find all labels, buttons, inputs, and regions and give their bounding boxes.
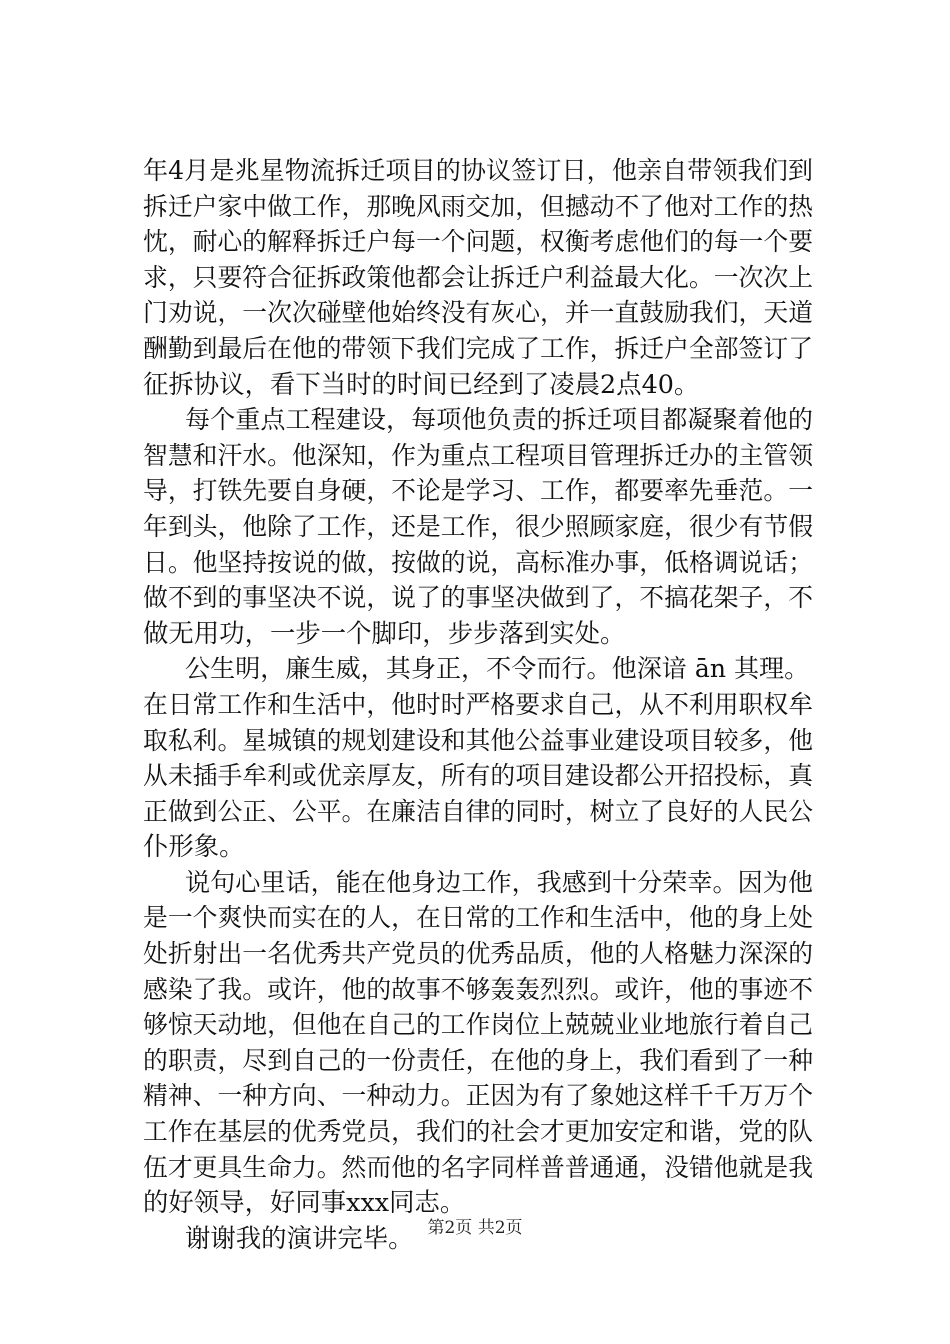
text-line: 处折射出一名优秀共产党员的优秀品质，他的人格魅力深深的 bbox=[143, 939, 813, 969]
text-line: 从未插手牟利或优亲厚友，所有的项目建设都公开招投标，真 bbox=[143, 761, 813, 791]
text-line: 征拆协议，看下当时的时间已经到了凌晨2点40。 bbox=[143, 368, 700, 399]
paragraph-first-line: 谢谢我的演讲完毕。 bbox=[185, 1222, 414, 1253]
text-line: 的好领导，好同事xxx同志。 bbox=[143, 1187, 466, 1218]
text-line: 伍才更具生命力。然而他的名字同样普普通通，没错他就是我 bbox=[143, 1152, 813, 1182]
text-line: 日。他坚持按说的做，按做的说，高标准办事，低格调说话； bbox=[143, 547, 813, 577]
text-line: 年4月是兆星物流拆迁项目的协议签订日，他亲自带领我们到 bbox=[143, 156, 813, 185]
text-line: 工作在基层的优秀党员，我们的社会才更加安定和谐，党的队 bbox=[143, 1117, 813, 1147]
text-line: 门劝说，一次次碰壁他始终没有灰心，并一直鼓励我们，天道 bbox=[143, 298, 813, 328]
paragraph-first-line: 每个重点工程建设，每项他负责的拆迁项目都凝聚着他的 bbox=[185, 405, 813, 435]
text-line: 够惊天动地，但他在自己的工作岗位上兢兢业业地旅行着自己 bbox=[143, 1010, 813, 1040]
text-line: 正做到公正、公平。在廉洁自律的同时，树立了良好的人民公 bbox=[143, 796, 813, 826]
text-line: 做无用功，一步一个脚印，步步落到实处。 bbox=[143, 617, 626, 648]
paragraph-first-line: 公生明，廉生威，其身正，不令而行。他深谙 ān 其理。 bbox=[185, 654, 810, 684]
paragraph-first-line: 说句心里话，能在他身边工作，我感到十分荣幸。因为他 bbox=[185, 867, 813, 897]
text-line: 精神、一种方向、一种动力。正因为有了象她这样千千万万个 bbox=[143, 1081, 813, 1111]
text-line: 仆形象。 bbox=[143, 831, 245, 862]
text-line: 忱，耐心的解释拆迁户每一个问题，权衡考虑他们的每一个要 bbox=[143, 227, 813, 257]
text-line: 导，打铁先要自身硬，不论是学习、工作，都要率先垂范。一 bbox=[143, 476, 813, 506]
text-line: 智慧和汗水。他深知，作为重点工程项目管理拆迁办的主管领 bbox=[143, 440, 813, 470]
text-line: 在日常工作和生活中，他时时严格要求自己，从不利用职权牟 bbox=[143, 689, 813, 719]
text-line: 拆迁户家中做工作，那晚风雨交加，但撼动不了他对工作的热 bbox=[143, 191, 813, 221]
text-line: 做不到的事坚决不说，说了的事坚决做到了，不搞花架子，不 bbox=[143, 583, 813, 613]
text-line: 求，只要符合征拆政策他都会让拆迁户利益最大化。一次次上 bbox=[143, 262, 813, 292]
text-line: 取私利。星城镇的规划建设和其他公益事业建设项目较多，他 bbox=[143, 725, 813, 755]
text-line: 年到头，他除了工作，还是工作，很少照顾家庭，很少有节假 bbox=[143, 511, 813, 541]
text-line: 酬勤到最后在他的带领下我们完成了工作，拆迁户全部签订了 bbox=[143, 333, 813, 363]
text-line: 是一个爽快而实在的人，在日常的工作和生活中，他的身上处 bbox=[143, 903, 813, 933]
page-number-footer: 第2页 共2页 bbox=[427, 1218, 523, 1238]
text-line: 感染了我。或许，他的故事不够轰轰烈烈。或许，他的事迹不 bbox=[143, 974, 813, 1004]
text-line: 的职责，尽到自己的一份责任，在他的身上，我们看到了一种 bbox=[143, 1045, 813, 1075]
document-body bbox=[143, 153, 813, 1256]
